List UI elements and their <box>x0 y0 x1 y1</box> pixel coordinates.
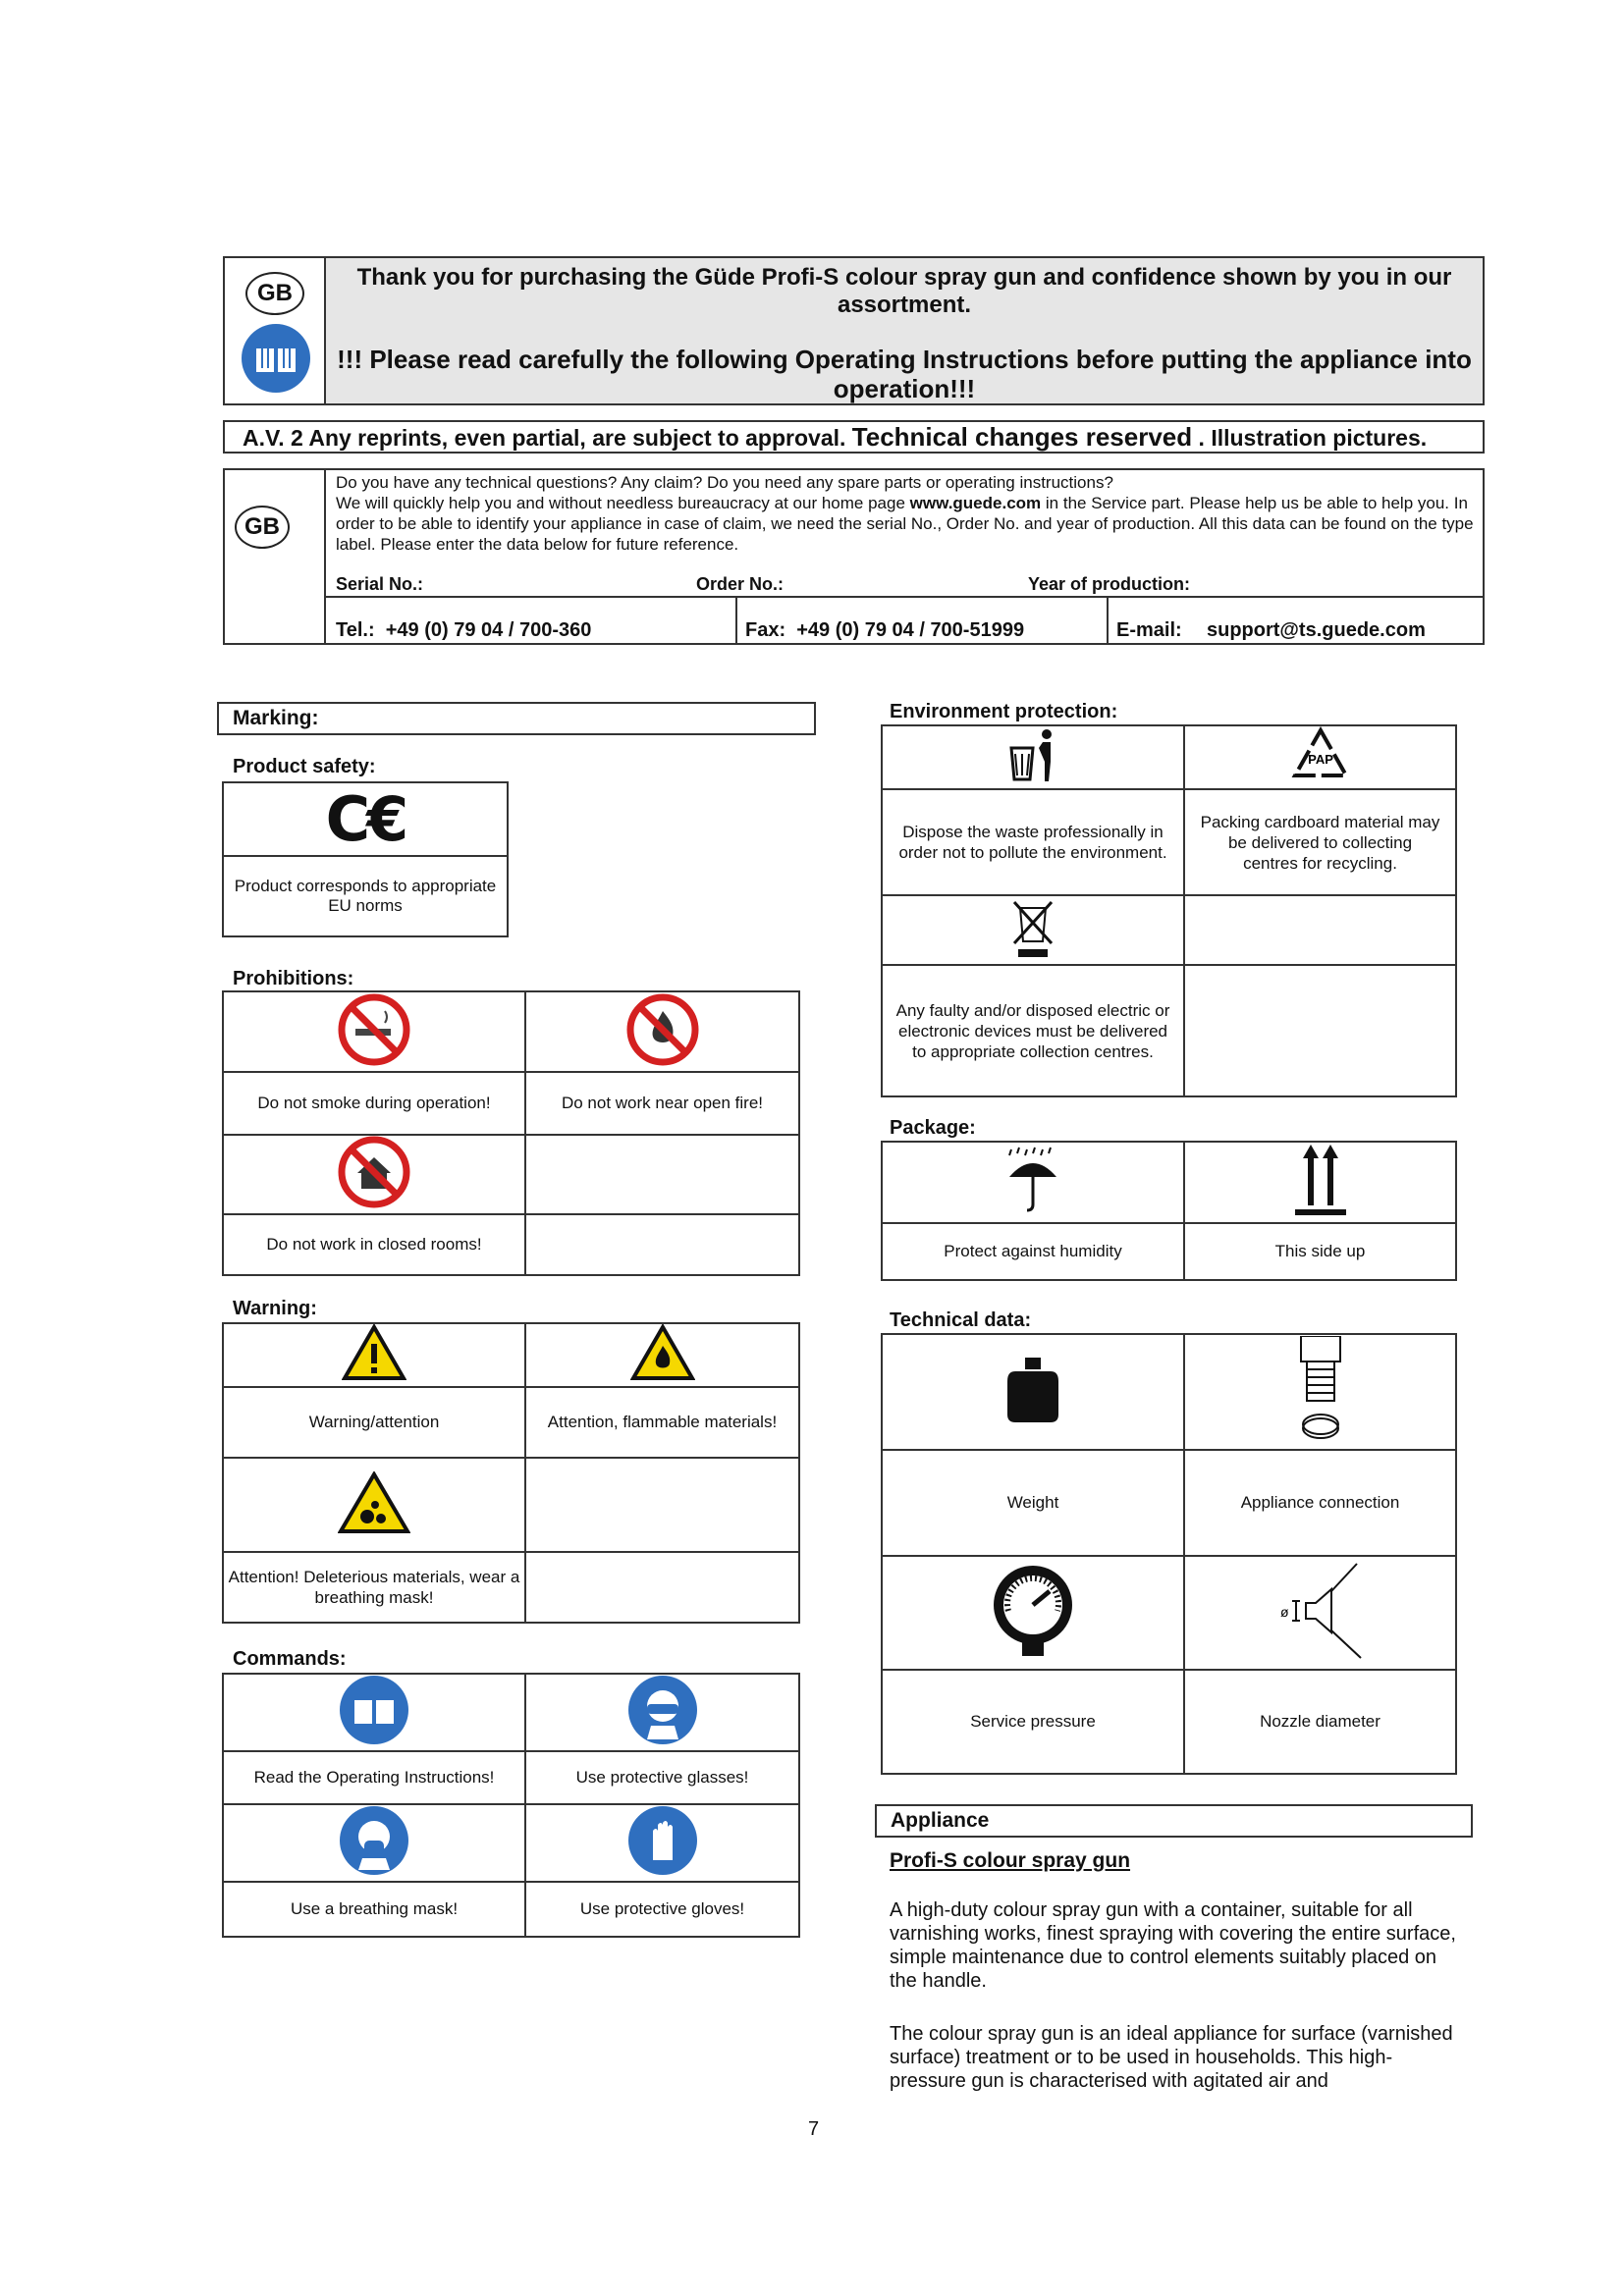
service-col-divider-1 <box>735 596 737 643</box>
empty-cell <box>525 1135 799 1214</box>
nozzle-icon-cell <box>1184 1556 1456 1670</box>
connection-text-cell: Appliance connection <box>1184 1450 1456 1556</box>
order-label: Order No.: <box>696 574 785 594</box>
mask-icon-cell <box>223 1804 525 1882</box>
service-box <box>223 468 1485 645</box>
flammable-icon <box>630 1324 695 1381</box>
read-manual-icon <box>339 1675 409 1745</box>
gb-badge-service: GB <box>235 506 290 549</box>
package-table <box>881 1141 1457 1281</box>
nozzle-text-cell: Nozzle diameter <box>1184 1670 1456 1774</box>
page-number: 7 <box>808 2118 820 2140</box>
pap-recycle-icon <box>1289 726 1352 783</box>
warn-attention-text-cell: Warning/attention <box>223 1387 525 1458</box>
weight-icon <box>1003 1356 1062 1424</box>
reprint-notice <box>223 420 1485 454</box>
weee-icon-cell <box>882 895 1184 965</box>
no-fire-icon <box>626 993 699 1066</box>
umbrella-icon <box>1003 1146 1062 1214</box>
deleterious-icon-cell <box>223 1458 525 1552</box>
warn-deleterious-text-cell: Attention! Deleterious materials, wear a breathing mask! <box>223 1552 525 1623</box>
glasses-icon-cell <box>525 1674 799 1751</box>
service-intro-2b: in the Service part. Please help us be able to help you. In order to be able to identify your appliance in case of claim, we need the serial No., Order No. and year of production. All this data can be found on the type label. Please enter the data below for future reference. <box>336 494 1474 554</box>
no-smoke-text-cell: Do not smoke during operation! <box>223 1072 525 1135</box>
year-label: Year of production: <box>1028 574 1191 594</box>
email-label: E-mail: <box>1116 619 1182 641</box>
empty-cell <box>525 1552 799 1623</box>
environment-label: Environment protection: <box>890 701 1118 722</box>
appliance-paragraph-2: The colour spray gun is an ideal appliance for surface (varnished surface) treatment or to be used in households. This high-pressure gun is characterised with agitated air and <box>890 2023 1453 2092</box>
empty-cell <box>1184 895 1456 965</box>
ce-icon-cell <box>223 782 508 856</box>
no-closed-rooms-icon-cell <box>223 1135 525 1214</box>
this-side-up-icon <box>1291 1143 1350 1217</box>
recycle-icon-cell <box>1184 725 1456 789</box>
fax-number: Fax: +49 (0) 79 04 / 700-51999 <box>745 619 1025 641</box>
pressure-text-cell: Service pressure <box>882 1670 1184 1774</box>
prohibitions-label: Prohibitions: <box>233 968 354 989</box>
empty-cell <box>525 1214 799 1275</box>
connector-icon <box>1291 1336 1350 1444</box>
waste-bin-icon <box>1003 726 1062 783</box>
no-fire-text-cell: Do not work near open fire! <box>525 1072 799 1135</box>
cmd-glasses-text-cell: Use protective glasses! <box>525 1751 799 1804</box>
humidity-icon-cell <box>882 1142 1184 1223</box>
nozzle-diameter-symbol: ø <box>1279 1603 1289 1620</box>
weight-icon-cell <box>882 1334 1184 1450</box>
header-box <box>223 256 1485 405</box>
tel-number: Tel.: +49 (0) 79 04 / 700-360 <box>336 619 592 641</box>
reprints-text: A.V. 2 Any reprints, even partial, are subject to approval. <box>243 425 846 451</box>
protective-gloves-icon <box>627 1805 698 1876</box>
no-closed-rooms-text-cell: Do not work in closed rooms! <box>223 1214 525 1275</box>
connection-icon-cell <box>1184 1334 1456 1450</box>
ce-text-cell: Product corresponds to appropriate EU norms <box>223 856 508 936</box>
thank-you-text: Thank you for purchasing the Güde Profi-S colour spray gun and confidence shown by you in our assortment. <box>356 264 1452 318</box>
service-intro-2 <box>336 493 1475 555</box>
email-address[interactable]: support@ts.guede.com <box>1207 619 1426 641</box>
service-intro-1: Do you have any technical questions? Any claim? Do you need any spare parts or operating instructions? <box>336 473 1113 492</box>
no-fire-icon-cell <box>525 991 799 1072</box>
commands-table <box>222 1673 800 1938</box>
crossed-bin-icon <box>1008 896 1057 959</box>
cmd-read-text-cell: Read the Operating Instructions! <box>223 1751 525 1804</box>
side-up-icon-cell <box>1184 1142 1456 1223</box>
homepage-link[interactable]: www.guede.com <box>909 494 1042 512</box>
product-safety-label: Product safety: <box>233 756 376 777</box>
side-up-text-cell: This side up <box>1184 1223 1456 1280</box>
service-icon-cell <box>225 470 326 643</box>
service-col-divider-2 <box>1107 596 1109 643</box>
pap-label: PAP <box>1307 752 1333 767</box>
ce-mark-icon: C€ <box>325 783 406 855</box>
flammable-icon-cell <box>525 1323 799 1387</box>
appliance-subtitle: Profi-S colour spray gun <box>890 1849 1131 1872</box>
waste-icon-cell <box>882 725 1184 789</box>
protective-glasses-icon <box>627 1675 698 1745</box>
service-row-divider <box>326 596 1483 598</box>
illustration-text: . Illustration pictures. <box>1198 425 1428 451</box>
please-read-text: !!! Please read carefully the following Operating Instructions before putting the appliance into operation!!! <box>337 345 1472 403</box>
no-closed-rooms-icon <box>338 1136 410 1208</box>
product-safety-table <box>222 781 509 937</box>
nozzle-icon <box>1267 1562 1375 1660</box>
commands-label: Commands: <box>233 1648 347 1670</box>
tech-changes-text: Technical changes reserved <box>851 422 1193 452</box>
breathing-mask-icon <box>339 1805 409 1876</box>
header-text-cell <box>326 258 1483 403</box>
warning-attention-icon <box>342 1324 406 1381</box>
appliance-paragraph-1: A high-duty colour spray gun with a container, suitable for all varnishing works, finest spraying with covering the entire surface, simple maintenance due to control elements suitably placed on the handle. <box>890 1899 1456 1992</box>
technical-table <box>881 1333 1457 1775</box>
service-text <box>336 472 1475 555</box>
humidity-text-cell: Protect against humidity <box>882 1223 1184 1280</box>
gloves-icon-cell <box>525 1804 799 1882</box>
cmd-mask-text-cell: Use a breathing mask! <box>223 1882 525 1937</box>
warn-flammable-text-cell: Attention, flammable materials! <box>525 1387 799 1458</box>
header-icon-cell <box>225 258 326 403</box>
technical-label: Technical data: <box>890 1309 1032 1331</box>
pressure-icon-cell <box>882 1556 1184 1670</box>
manual-icon <box>241 323 311 394</box>
marking-title: Marking: <box>217 702 816 735</box>
dispose-text-cell: Dispose the waste professionally in order not to pollute the environment. <box>882 789 1184 895</box>
gb-badge: GB <box>245 272 304 315</box>
warning-icon-cell <box>223 1323 525 1387</box>
environment-table <box>881 724 1457 1097</box>
serial-label: Serial No.: <box>336 574 424 594</box>
service-intro-2a: We will quickly help you and without needless bureaucracy at our home page <box>336 494 905 512</box>
packing-text-cell: Packing cardboard material may be delivered to collecting centres for recycling. <box>1184 789 1456 895</box>
appliance-title: Appliance <box>875 1804 1473 1838</box>
electric-text-cell: Any faulty and/or disposed electric or electronic devices must be delivered to appropriate collection centres. <box>882 965 1184 1096</box>
weight-text-cell: Weight <box>882 1450 1184 1556</box>
empty-cell <box>525 1458 799 1552</box>
empty-cell <box>1184 965 1456 1096</box>
read-icon-cell <box>223 1674 525 1751</box>
pressure-gauge-icon <box>989 1562 1077 1660</box>
warning-table <box>222 1322 800 1624</box>
package-label: Package: <box>890 1117 976 1139</box>
no-smoking-icon-cell <box>223 991 525 1072</box>
warning-label: Warning: <box>233 1298 317 1319</box>
prohibitions-table <box>222 990 800 1276</box>
no-smoking-icon <box>338 993 410 1066</box>
cmd-gloves-text-cell: Use protective gloves! <box>525 1882 799 1937</box>
deleterious-icon <box>338 1471 410 1534</box>
